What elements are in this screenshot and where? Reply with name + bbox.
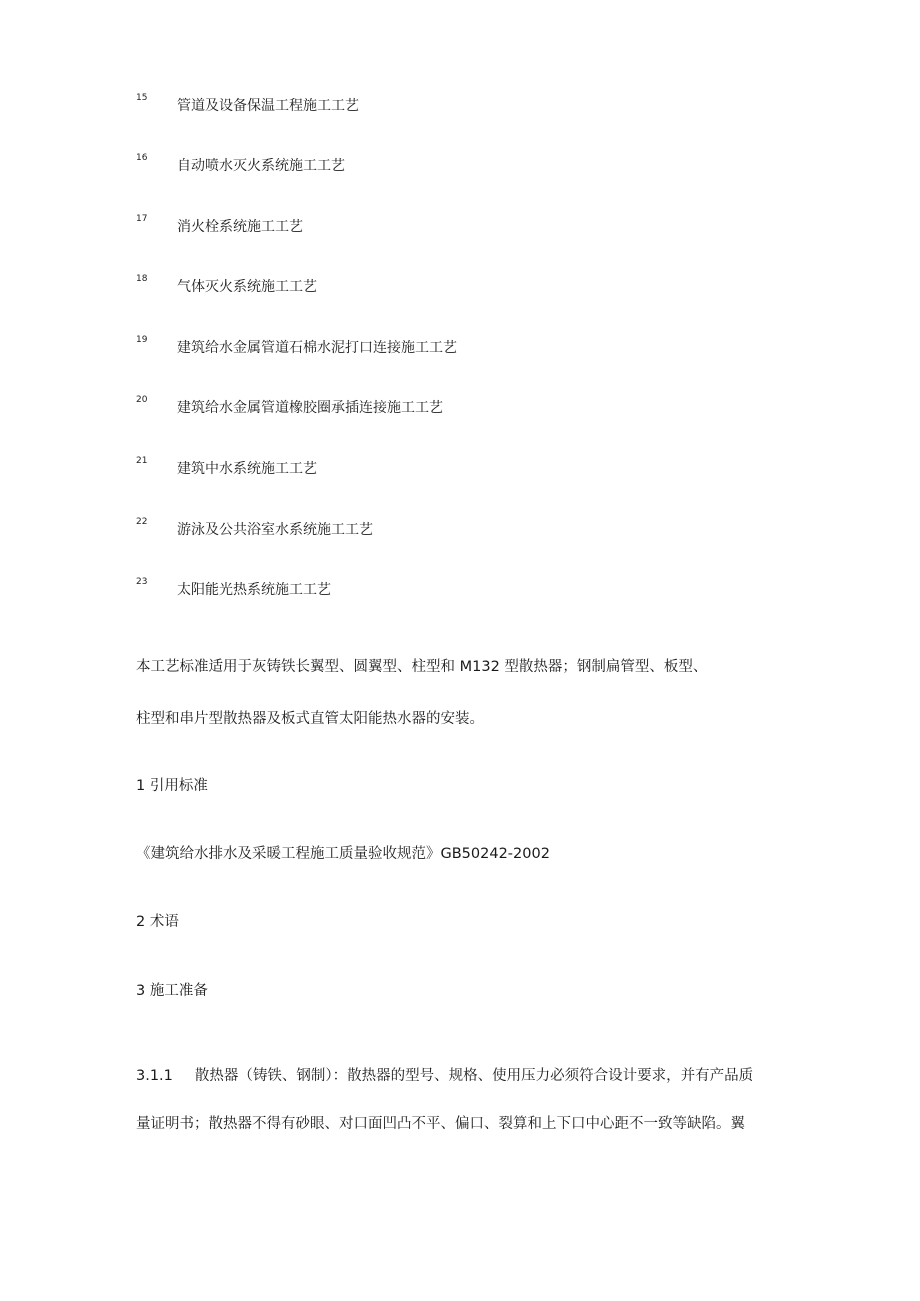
reference-standard: 《建筑给水排水及采暖工程施工质量验收规范》GB50242-2002 [136, 846, 550, 862]
scope-paragraph-line-1: 本工艺标准适用于灰铸铁长翼型、圆翼型、柱型和 M132 型散热器；钢制扁管型、板型、 [136, 659, 708, 675]
toc-title: 太阳能光热系统施工工艺 [177, 582, 331, 598]
toc-number: 22 [136, 517, 148, 527]
toc-number: 19 [136, 335, 148, 345]
toc-title: 建筑给水金属管道石棉水泥打口连接施工工艺 [177, 340, 457, 356]
toc-item [0, 93, 920, 120]
toc-number: 15 [136, 93, 148, 103]
toc-item [0, 577, 920, 604]
toc-title: 消火栓系统施工工艺 [177, 219, 303, 235]
section-heading-terms: 2 术语 [136, 914, 179, 930]
toc-title: 游泳及公共浴室水系统施工工艺 [177, 522, 373, 538]
clause-line-1 [136, 1065, 784, 1087]
toc-item [0, 335, 920, 362]
scope-paragraph-line-2: 柱型和串片型散热器及板式直管太阳能热水器的安装。 [136, 711, 484, 727]
toc-number: 23 [136, 577, 148, 587]
clause-text: 散热器（铸铁、钢制）：散热器的型号、规格、使用压力必须符合设计要求，并有产品质 [194, 1068, 754, 1084]
toc-title: 建筑给水金属管道橡胶圈承插连接施工工艺 [177, 400, 443, 416]
toc-number: 17 [136, 214, 148, 224]
toc-item [0, 395, 920, 422]
toc-number: 18 [136, 274, 148, 284]
clause-line-2: 量证明书；散热器不得有砂眼、对口面凹凸不平、偏口、裂算和上下口中心距不一致等缺陷。翼 [136, 1116, 745, 1132]
toc-number: 20 [136, 395, 148, 405]
section-heading-preparation: 3 施工准备 [136, 983, 208, 999]
toc-item [0, 153, 920, 180]
toc-item [0, 456, 920, 483]
toc-item [0, 274, 920, 301]
clause-number: 3.1.1 [136, 1068, 173, 1084]
section-heading-references: 1 引用标准 [136, 778, 208, 794]
toc-item [0, 517, 920, 544]
toc-item [0, 214, 920, 241]
toc-number: 16 [136, 153, 148, 163]
toc-title: 自动喷水灭火系统施工工艺 [177, 158, 345, 174]
toc-title: 建筑中水系统施工工艺 [177, 461, 317, 477]
toc-number: 21 [136, 456, 148, 466]
toc-title: 管道及设备保温工程施工工艺 [177, 98, 359, 114]
toc-title: 气体灭火系统施工工艺 [177, 279, 317, 295]
